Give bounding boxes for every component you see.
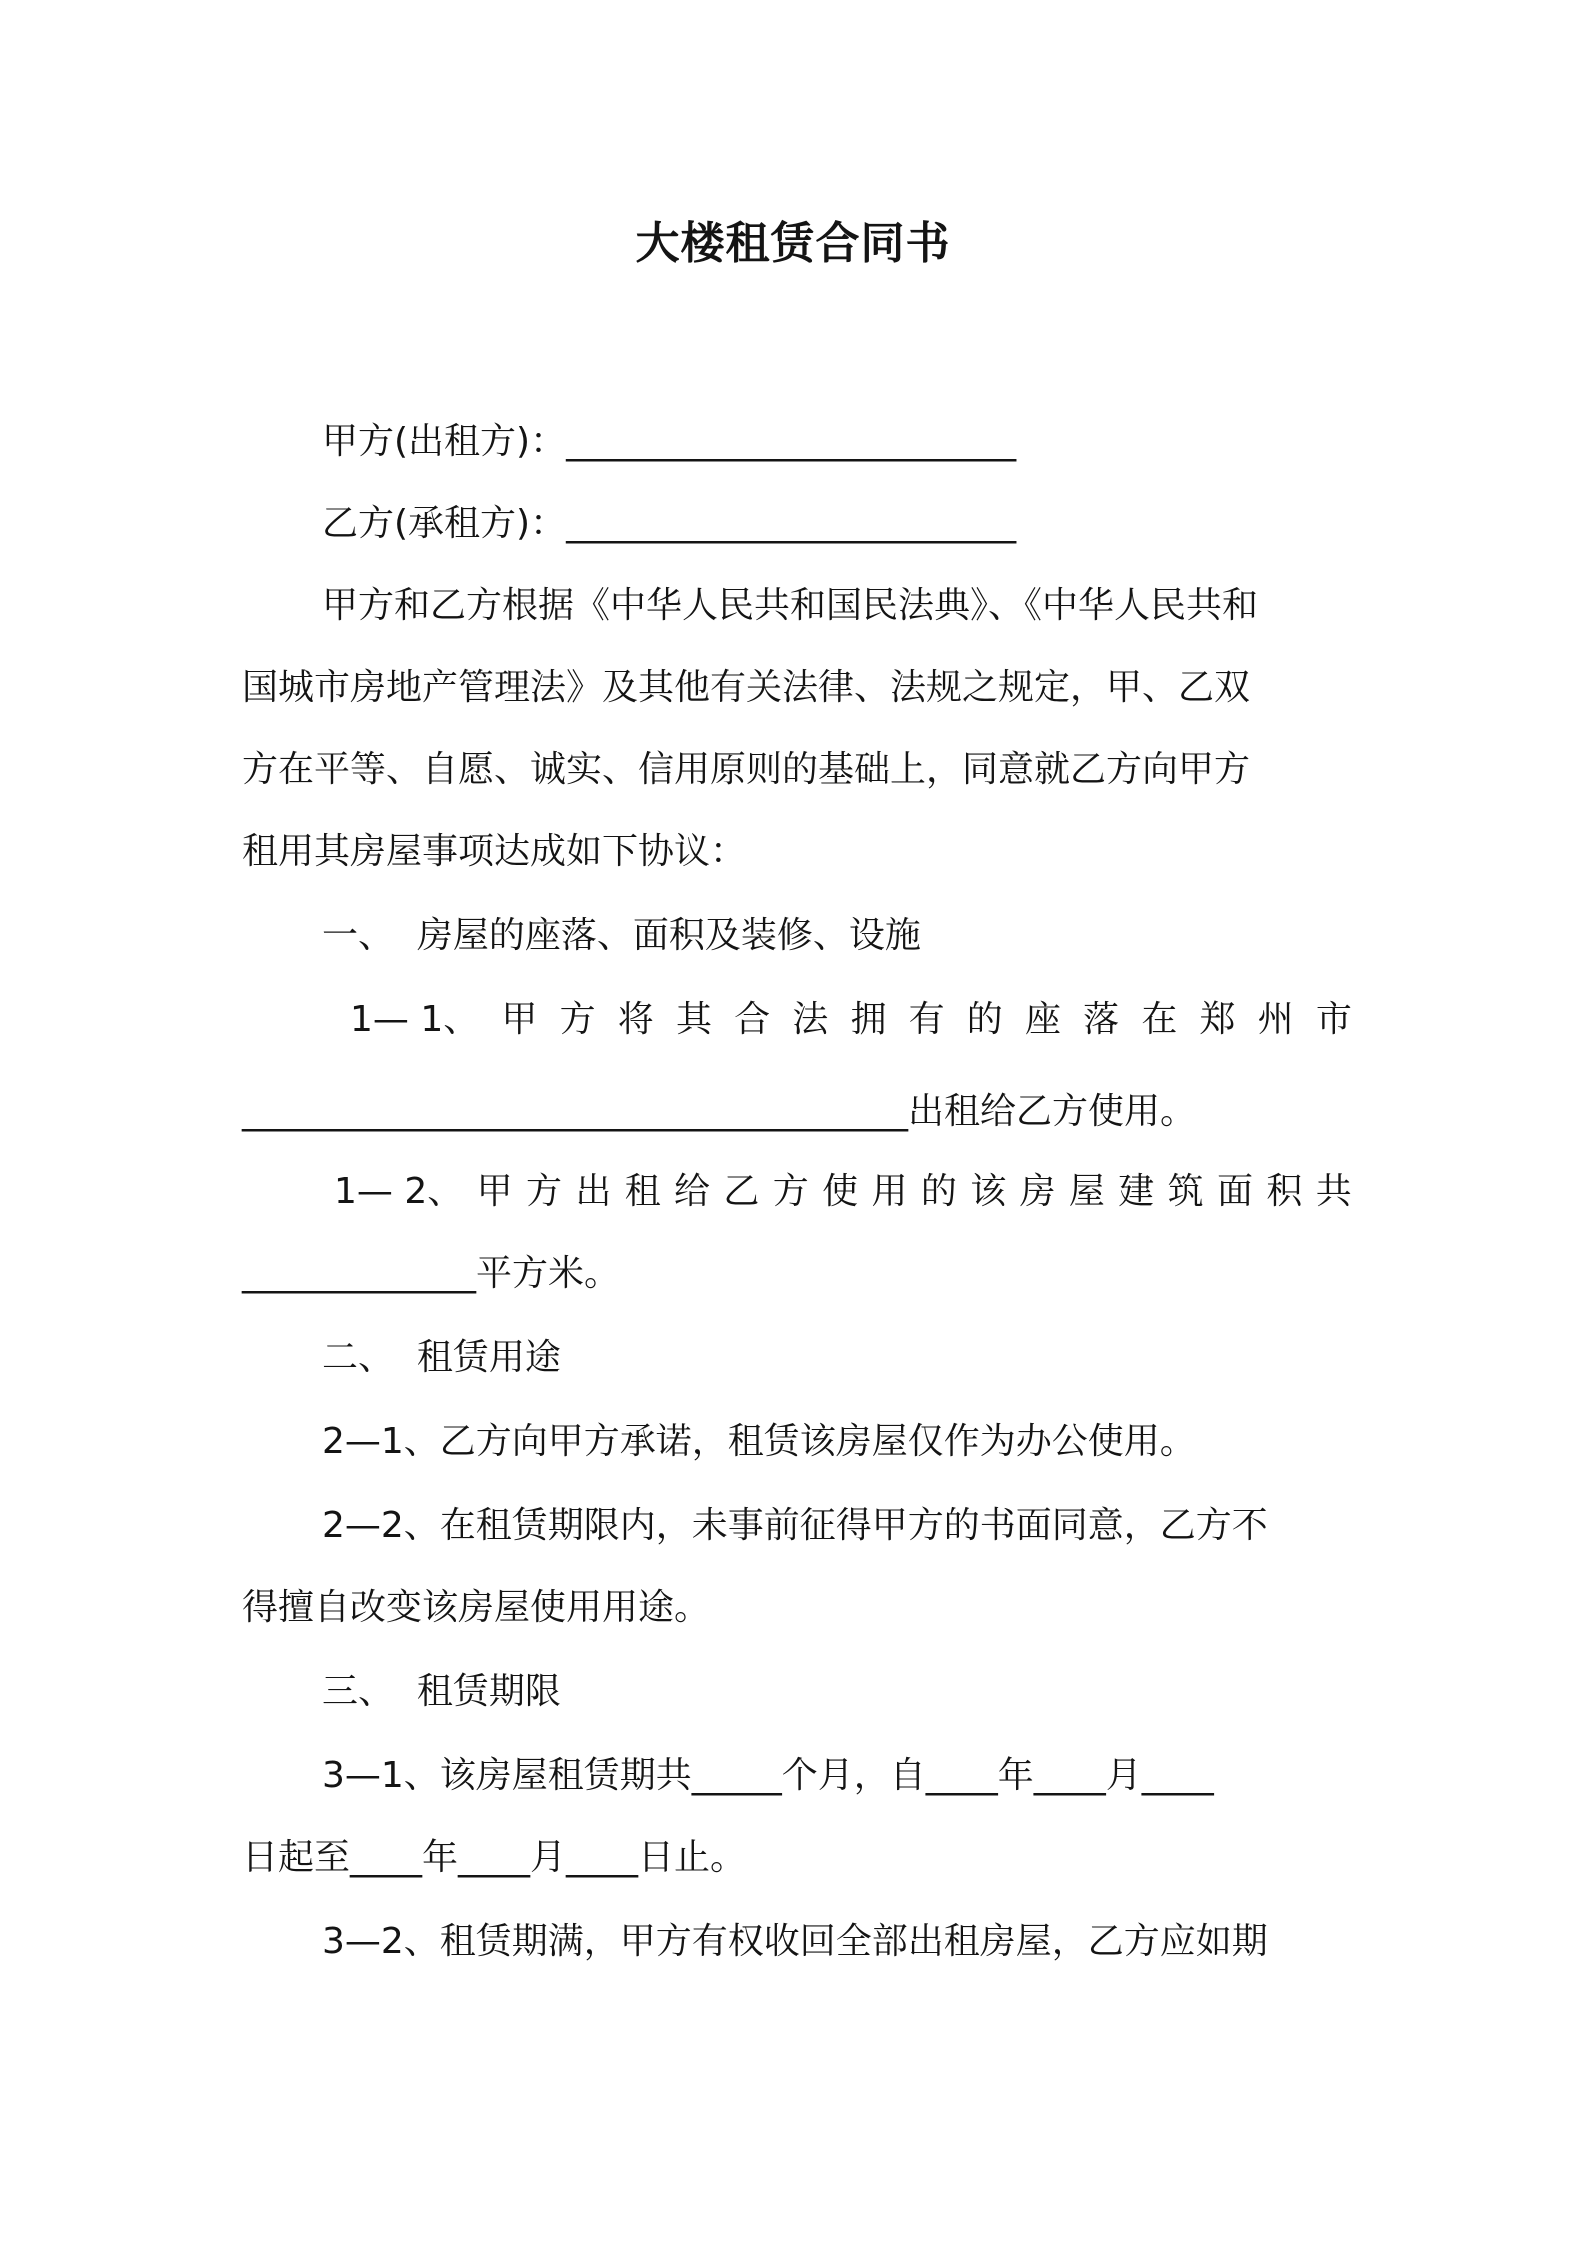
clause-3-1-line-2: 日起至____年____月____日止。 <box>242 1837 747 1878</box>
clause-char: 房 <box>1019 1171 1056 1212</box>
clause-3-1-line-1 <box>322 1752 1352 1800</box>
clause-1-2-line-2: _____________平方米。 <box>242 1253 621 1294</box>
clause-char: 建 <box>1118 1171 1155 1212</box>
clause-char: 有 <box>908 999 945 1040</box>
clause-char: 方 <box>772 1171 809 1212</box>
clause-text: 2—2、在租赁期限内，未事前征得甲方的书面同意，乙方不 <box>322 1505 1268 1546</box>
clause-1-1-line-1 <box>350 996 1352 1044</box>
clause-char: 用 <box>871 1171 908 1212</box>
clause-char: 座 <box>1024 999 1061 1040</box>
section-3-heading: 三、 租赁期限 <box>322 1671 561 1712</box>
clause-2-2-line-2: 得擅自改变该房屋使用用途。 <box>242 1587 711 1628</box>
clause-char: 乙 <box>723 1171 760 1212</box>
clause-char: 租 <box>624 1171 661 1212</box>
intro-text: 国城市房地产管理法》及其他有关法律、法规之规定，甲、乙双 <box>242 667 1251 708</box>
document-title: 大楼租赁合同书 <box>635 218 951 269</box>
clause-1-2-line-1 <box>334 1168 1352 1216</box>
intro-line-1 <box>322 582 1352 630</box>
clause-2-2-line-1 <box>322 1502 1352 1550</box>
clause-char: 共 <box>1315 1171 1352 1212</box>
clause-char: 合 <box>734 999 771 1040</box>
clause-char: 给 <box>674 1171 711 1212</box>
clause-char: 落 <box>1083 999 1120 1040</box>
clause-char: 将 <box>617 999 654 1040</box>
section-1-heading: 一、 房屋的座落、面积及装修、设施 <box>322 915 921 956</box>
clause-char: 面 <box>1217 1171 1254 1212</box>
clause-char: 屋 <box>1068 1171 1105 1212</box>
clause-char: 方 <box>559 999 596 1040</box>
clause-char: 在 <box>1141 999 1178 1040</box>
intro-line-2 <box>242 664 1352 712</box>
intro-line-4: 租用其房屋事项达成如下协议： <box>242 831 747 872</box>
clause-char: 筑 <box>1167 1171 1204 1212</box>
clause-char: 的 <box>966 999 1003 1040</box>
clause-char: 的 <box>920 1171 957 1212</box>
clause-text: 3—2、租赁期满，甲方有权收回全部出租房屋，乙方应如期 <box>322 1921 1268 1962</box>
clause-3-2-line-1 <box>322 1918 1352 1966</box>
clause-char: 积 <box>1266 1171 1303 1212</box>
clause-char: 甲 <box>476 1171 513 1212</box>
party-a-line: 甲方(出租方)：_________________________ <box>322 421 1017 462</box>
clause-char: 出 <box>575 1171 612 1212</box>
clause-char: 法 <box>792 999 829 1040</box>
clause-char: 郑 <box>1199 999 1236 1040</box>
clause-char: 1— 1、 <box>350 999 480 1040</box>
section-2-heading: 二、 租赁用途 <box>322 1337 561 1378</box>
clause-char: 1— 2、 <box>334 1171 464 1212</box>
clause-char: 甲 <box>501 999 538 1040</box>
clause-text: 3—1、该房屋租赁期共_____个月，自____年____月____ <box>322 1755 1214 1796</box>
clause-char: 拥 <box>850 999 887 1040</box>
clause-char: 使 <box>822 1171 859 1212</box>
clause-char: 其 <box>675 999 712 1040</box>
clause-char: 市 <box>1315 999 1352 1040</box>
clause-char: 州 <box>1257 999 1294 1040</box>
clause-char: 该 <box>970 1171 1007 1212</box>
clause-1-1-line-2: _____________________________________出租给乙方使用。 <box>242 1091 1197 1132</box>
clause-2-1: 2—1、乙方向甲方承诺，租赁该房屋仅作为办公使用。 <box>322 1421 1196 1462</box>
party-b-line: 乙方(承租方)：_________________________ <box>322 503 1017 544</box>
clause-char: 方 <box>525 1171 562 1212</box>
intro-text: 方在平等、自愿、诚实、信用原则的基础上，同意就乙方向甲方 <box>242 749 1251 790</box>
intro-text: 甲方和乙方根据《中华人民共和国民法典》、《中华人民共和 <box>322 585 1259 626</box>
intro-line-3 <box>242 746 1352 794</box>
